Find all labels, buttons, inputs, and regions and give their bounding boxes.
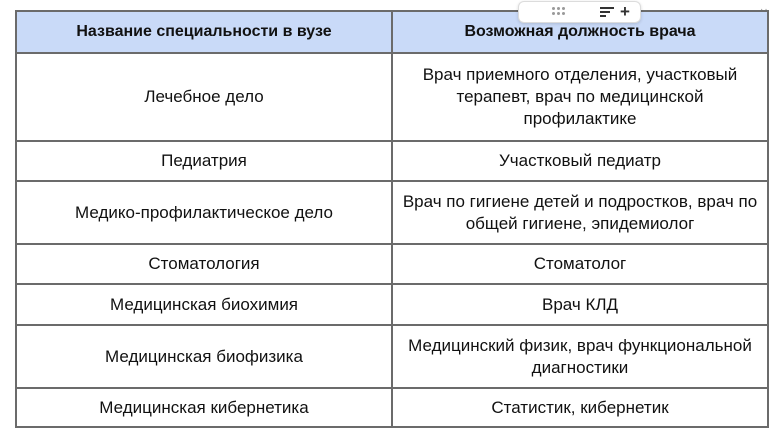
cell-specialty[interactable]: Лечебное дело <box>16 53 392 141</box>
specialty-table <box>15 10 769 428</box>
table-row <box>16 284 768 325</box>
cell-specialty[interactable]: Стоматология <box>16 244 392 284</box>
cell-specialty[interactable]: Медико-профилактическое дело <box>16 181 392 244</box>
header-position: Возможная должность врача <box>392 11 768 53</box>
cell-specialty[interactable]: Педиатрия <box>16 141 392 181</box>
cell-specialty[interactable]: Медицинская биофизика <box>16 325 392 388</box>
table-row <box>16 325 768 388</box>
cell-position[interactable]: Врач по гигиене детей и подростков, врач по общей гигиене, эпидемиолог <box>392 181 768 244</box>
cell-position[interactable]: Медицинский физик, врач функциональной диагностики <box>392 325 768 388</box>
table-row <box>16 141 768 181</box>
cell-position[interactable]: Врач приемного отделения, участковый терапевт, врач по медицинской профилактике <box>392 53 768 141</box>
sort-icon[interactable] <box>600 6 614 18</box>
table-toolbar <box>518 1 641 23</box>
add-icon[interactable]: + <box>620 2 630 21</box>
table-row <box>16 53 768 141</box>
cell-position[interactable]: Статистик, кибернетик <box>392 388 768 427</box>
table-row <box>16 181 768 244</box>
header-specialty: Название специальности в вузе <box>16 11 392 53</box>
drag-handle-icon[interactable] <box>552 7 566 17</box>
cell-position[interactable]: Участковый педиатр <box>392 141 768 181</box>
cell-position[interactable]: Стоматолог <box>392 244 768 284</box>
table-row <box>16 244 768 284</box>
cell-specialty[interactable]: Медицинская кибернетика <box>16 388 392 427</box>
more-dots-icon[interactable]: ·· <box>760 4 769 15</box>
cell-specialty[interactable]: Медицинская биохимия <box>16 284 392 325</box>
table-header-row <box>16 11 768 53</box>
cell-position[interactable]: Врач КЛД <box>392 284 768 325</box>
table-row <box>16 388 768 427</box>
